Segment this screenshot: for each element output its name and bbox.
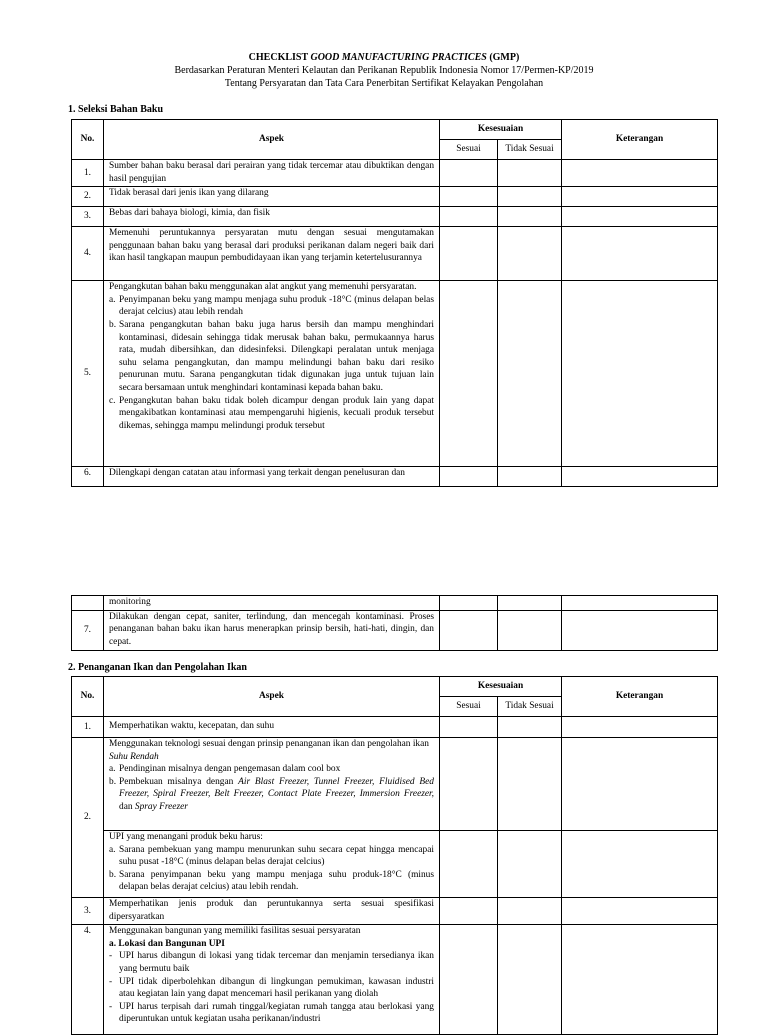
sesuai-cell[interactable] (440, 207, 498, 227)
list-item: a. Pendinginan misalnya dengan pengemasan dalam cool box (109, 764, 341, 775)
table-row: monitoring (72, 596, 718, 611)
document-subtitle-regulation: Berdasarkan Peraturan Menteri Kelautan dan Perikanan Republik Indonesia Nomor 17/Permen-KP/2019 (174, 65, 594, 76)
table-row: 4. Memenuhi peruntukannya persyaratan mutu dengan sesuai mengutamakan penggunaan bahan baku yang berasal dari produksi perikanan dalam negeri baik dari ikan hasil tangkapan maupun pembudidayaan ikan yang terjamin ketertelusurannya (72, 227, 718, 281)
keterangan-cell[interactable] (562, 925, 718, 1035)
col-kesesuaian-header: Kesesuaian (440, 120, 562, 140)
col-keterangan-header: Keterangan (562, 120, 718, 160)
list-item: - UPI harus dibangun di lokasi yang tidak tercemar dan menjamin tersedianya ikan yang bermutu baik (109, 951, 434, 974)
list-item: a. Penyimpanan beku yang mampu menjaga suhu produk -18°C (minus delapan belas derajat celcius) atau lebih rendah (109, 294, 434, 318)
list-item: - UPI harus terpisah dari rumah tinggal/kegiatan rumah tangga atau berlokasi yang diperuntukan untuk kegiatan usaha perikanan/industri (109, 1001, 434, 1025)
table-row: 2. Tidak berasal dari jenis ikan yang dilarang (72, 187, 718, 207)
sesuai-cell[interactable] (440, 596, 498, 611)
table-row: 1. Sumber bahan baku berasal dari perairan yang tidak tercemar atau dibuktikan dengan hasil pengujian (72, 160, 718, 187)
tidak-sesuai-cell[interactable] (498, 738, 562, 831)
tidak-sesuai-cell[interactable] (498, 467, 562, 487)
table-row: 7. Dilakukan dengan cepat, saniter, terlindung, dan mencegah kontaminasi. Proses penanganan bahan baku ikan harus menerapkan prinsip bersih, hati-hati, dingin, dan cepat. (72, 610, 718, 650)
table-row: 5. Pengangkutan bahan baku menggunakan alat angkut yang memenuhi persyaratan. a. Penyimpanan beku yang mampu menjaga suhu produk -18°C (minus delapan belas derajat celcius) atau lebih rendah b. Sarana pengangkutan bahan baku juga harus bersih dan mampu menghindari kontaminasi, didesain sehingga tidak merusak bahan baku, permukaannya harus rata, mudah dibersihkan, dan didesinfeksi. Dilengkapi peralatan untuk menjaga suhu selama pengangkutan, dan mampu melindungi bahan baku dari resiko penurunan mutu. Sarana pengangkutan tidak digunakan juga untuk tujuan lain secara bersamaan untuk menghindari kontaminasi kepada bahan baku. c. Pengangkutan bahan baku tidak boleh dicampur dengan produk lain yang dapat mengakibatkan kontaminasi atau mempengaruhi higienis, kecuali produk tersebut dikemas, sehingga mampu melindungi produk tersebut (72, 281, 718, 467)
keterangan-cell[interactable] (562, 717, 718, 738)
list-item: b. Sarana pengangkutan bahan baku juga harus bersih dan mampu menghindari kontaminasi, didesain sehingga tidak merusak bahan baku, permukaannya harus rata, mudah dibersihkan, dan didesinfeksi. Dilengkapi peralatan untuk menjaga suhu selama pengangkutan, dan mampu melindungi bahan baku dari resiko penurunan mutu. Sarana pengangkutan tidak digunakan juga untuk tujuan lain secara bersamaan untuk menghindari kontaminasi kepada bahan baku. (109, 319, 434, 393)
col-aspek-header: Aspek (104, 677, 440, 717)
list-item: c. Pengangkutan bahan baku tidak boleh dicampur dengan produk lain yang dapat mengakibatkan kontaminasi atau mempengaruhi higienis, kecuali produk tersebut dikemas, sehingga mampu melindungi produk tersebut (109, 395, 434, 431)
document-subtitle-topic: Tentang Persyaratan dan Tata Cara Penerbitan Sertifikat Kelayakan Pengolahan (224, 78, 544, 89)
col-aspek-header: Aspek (104, 120, 440, 160)
col-kesesuaian-header: Kesesuaian (440, 677, 562, 697)
sesuai-cell[interactable] (440, 831, 498, 898)
keterangan-cell[interactable] (562, 738, 718, 831)
table-header-row (72, 120, 718, 140)
tidak-sesuai-cell[interactable] (498, 925, 562, 1035)
table-row: 3. Bebas dari bahaya biologi, kimia, dan fisik (72, 207, 718, 227)
tidak-sesuai-cell[interactable] (498, 831, 562, 898)
sesuai-cell[interactable] (440, 738, 498, 831)
tidak-sesuai-cell[interactable] (498, 898, 562, 925)
keterangan-cell[interactable] (562, 281, 718, 467)
keterangan-cell[interactable] (562, 160, 718, 187)
keterangan-cell[interactable] (562, 227, 718, 281)
keterangan-cell[interactable] (562, 187, 718, 207)
tidak-sesuai-cell[interactable] (498, 227, 562, 281)
col-sesuai-header: Sesuai (440, 140, 498, 160)
sesuai-cell[interactable] (440, 610, 498, 650)
section-1-title: 1. Seleksi Bahan Baku (68, 104, 164, 115)
keterangan-cell[interactable] (562, 610, 718, 650)
keterangan-cell[interactable] (562, 898, 718, 925)
table-row: 2. Menggunakan teknologi sesuai dengan prinsip penanganan ikan dan pengolahan ikan Suhu Rendah a. Pendinginan misalnya dengan pengemasan dalam cool box b. Pembekuan misalnya dengan Air Blast Freezer, Tunnel Freezer, Fluidised Bed Freezer, Spiral Freezer, Belt Freezer, Contact Plate Freezer, Immersion Freezer, dan Spray Freezer (72, 738, 718, 831)
section-2-title: 2. Penanganan Ikan dan Pengolahan Ikan (68, 662, 247, 673)
tidak-sesuai-cell[interactable] (498, 596, 562, 611)
sesuai-cell[interactable] (440, 281, 498, 467)
sesuai-cell[interactable] (440, 717, 498, 738)
sesuai-cell[interactable] (440, 227, 498, 281)
col-keterangan-header: Keterangan (562, 677, 718, 717)
col-no-header: No. (72, 120, 104, 160)
keterangan-cell[interactable] (562, 831, 718, 898)
tidak-sesuai-cell[interactable] (498, 207, 562, 227)
table-row: 4. Menggunakan bangunan yang memiliki fasilitas sesuai persyaratan a. Lokasi dan Bangunan UPI - UPI harus dibangun di lokasi yang tidak tercemar dan menjamin tersedianya ikan yang bermutu baik - UPI tidak diperbolehkan dibangun di lingkungan pemukiman, kawasan industri atau kegiatan lain yang dapat mencemari hasil perikanan yang diolah - UPI harus terpisah dari rumah tinggal/kegiatan rumah tangga atau berlokasi yang diperuntukan untuk kegiatan usaha perikanan/industri (72, 925, 718, 1035)
document-title: CHECKLIST GOOD MANUFACTURING PRACTICES (GMP) (248, 52, 520, 63)
section-1-table (71, 119, 718, 487)
col-sesuai-header: Sesuai (440, 697, 498, 717)
sesuai-cell[interactable] (440, 898, 498, 925)
col-tidak-sesuai-header: Tidak Sesuai (498, 697, 562, 717)
keterangan-cell[interactable] (562, 207, 718, 227)
sesuai-cell[interactable] (440, 160, 498, 187)
table-header-row (72, 677, 718, 697)
table-row: 3. Memperhatikan jenis produk dan peruntukannya serta sesuai spesifikasi dipersyaratkan (72, 898, 718, 925)
col-tidak-sesuai-header: Tidak Sesuai (498, 140, 562, 160)
list-item: b. Pembekuan misalnya dengan Air Blast Freezer, Tunnel Freezer, Fluidised Bed Freezer, Spiral Freezer, Belt Freezer, Contact Plate Freezer, Immersion Freezer, dan Spray Freezer (109, 776, 434, 812)
table-row: 1. Memperhatikan waktu, kecepatan, dan suhu (72, 717, 718, 738)
tidak-sesuai-cell[interactable] (498, 160, 562, 187)
document-header (0, 51, 768, 90)
tidak-sesuai-cell[interactable] (498, 281, 562, 467)
list-item: - UPI tidak diperbolehkan dibangun di lingkungan pemukiman, kawasan industri atau kegiatan lain yang dapat mencemari hasil perikanan yang diolah (109, 976, 434, 1000)
keterangan-cell[interactable] (562, 467, 718, 487)
sesuai-cell[interactable] (440, 925, 498, 1035)
keterangan-cell[interactable] (562, 596, 718, 611)
section-1-table-continued (71, 595, 718, 651)
tidak-sesuai-cell[interactable] (498, 610, 562, 650)
tidak-sesuai-cell[interactable] (498, 187, 562, 207)
col-no-header: No. (72, 677, 104, 717)
sesuai-cell[interactable] (440, 187, 498, 207)
table-row: UPI yang menangani produk beku harus: a. Sarana pembekuan yang mampu menurunkan suhu secara cepat hingga mencapai suhu pusat -18°C (minus delapan belas derajat celcius) b. Sarana penyimpanan beku yang mampu menjaga suhu produk-18°C (minus delapan belas derajat celcius) atau lebih rendah. (72, 831, 718, 898)
tidak-sesuai-cell[interactable] (498, 717, 562, 738)
table-row: 6. Dilengkapi dengan catatan atau informasi yang terkait dengan penelusuran dan (72, 467, 718, 487)
list-item: b. Sarana penyimpanan beku yang mampu menjaga suhu produk-18°C (minus delapan belas derajat celcius) atau lebih rendah. (109, 869, 434, 893)
sesuai-cell[interactable] (440, 467, 498, 487)
list-item: a. Sarana pembekuan yang mampu menurunkan suhu secara cepat hingga mencapai suhu pusat -18°C (minus delapan belas derajat celcius) (109, 844, 434, 868)
section-2-table (71, 676, 718, 1035)
